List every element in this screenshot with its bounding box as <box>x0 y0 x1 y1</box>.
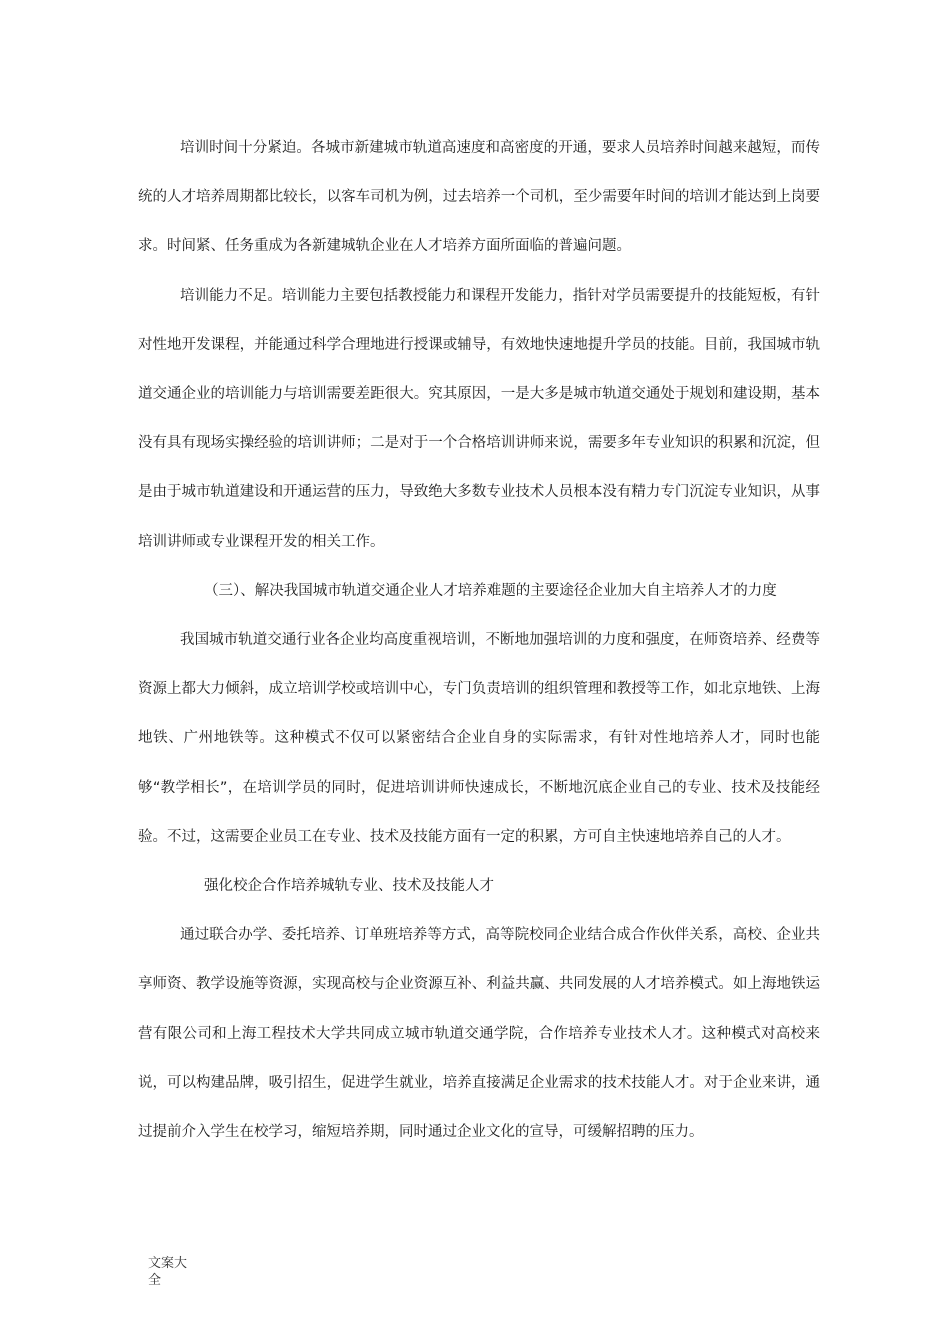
page-footer: 文案大全 <box>148 1256 188 1288</box>
paragraph-school-enterprise: 通过联合办学、委托培养、订单班培养等方式，高等院校同企业结合成合作伙伴关系，高校、企业共享师资、教学设施等资源，实现高校与企业资源互补、利益共赢、共同发展的人才培养模式。如上海地铁运营有限公司和上海工程技术大学共同成立城市轨道交通学院，合作培养专业技术人才。这种模式对高校来说，可以构建品牌，吸引招生，促进学生就业，培养直接满足企业需求的技术技能人才。对于企业来讲，通过提前介入学生在校学习，缩短培养期，同时通过企业文化的宣导，可缓解招聘的压力。 <box>138 927 820 1141</box>
document-body <box>138 124 820 1157</box>
section-heading-solutions: （三）、解决我国城市轨道交通企业人才培养难题的主要途径企业加大自主培养人才的力度 <box>204 582 777 599</box>
subheading-school-enterprise: 强化校企合作培养城轨专业、技术及技能人才 <box>204 878 494 895</box>
paragraph-training-capacity: 培训能力不足。培训能力主要包括教授能力和课程开发能力，指针对学员需要提升的技能短板，有针对性地开发课程，并能通过科学合理地进行授课或辅导，有效地快速地提升学员的技能。目前，我国城市轨道交通企业的培训能力与培训需要差距很大。究其原因，一是大多是城市轨道交通处于规划和建设期，基本没有具有现场实操经验的培训讲师；二是对于一个合格培训讲师来说，需要多年专业知识的积累和沉淀，但是由于城市轨道建设和开通运营的压力，导致绝大多数专业技术人员根本没有精力专门沉淀专业知识，从事培训讲师或专业课程开发的相关工作。 <box>138 287 820 550</box>
paragraph-training-time: 培训时间十分紧迫。各城市新建城市轨道高速度和高密度的开通，要求人员培养时间越来越短，而传统的人才培养周期都比较长，以客车司机为例，过去培养一个司机，至少需要年时间的培训才能达到上岗要求。时间紧、任务重成为各新建城轨企业在人才培养方面所面临的普遍问题。 <box>138 140 820 255</box>
paragraph-self-training: 我国城市轨道交通行业各企业均高度重视培训，不断地加强培训的力度和强度，在师资培养、经费等资源上都大力倾斜，成立培训学校或培训中心，专门负责培训的组织管理和教授等工作，如北京地铁、上海地铁、广州地铁等。这种模式不仅可以紧密结合企业自身的实际需求，有针对性地培养人才，同时也能够“教学相长”，在培训学员的同时，促进培训讲师快速成长，不断地沉底企业自己的专业、技术及技能经验。不过，这需要企业员工在专业、技术及技能方面有一定的积累，方可自主快速地培养自己的人才。 <box>138 632 820 845</box>
